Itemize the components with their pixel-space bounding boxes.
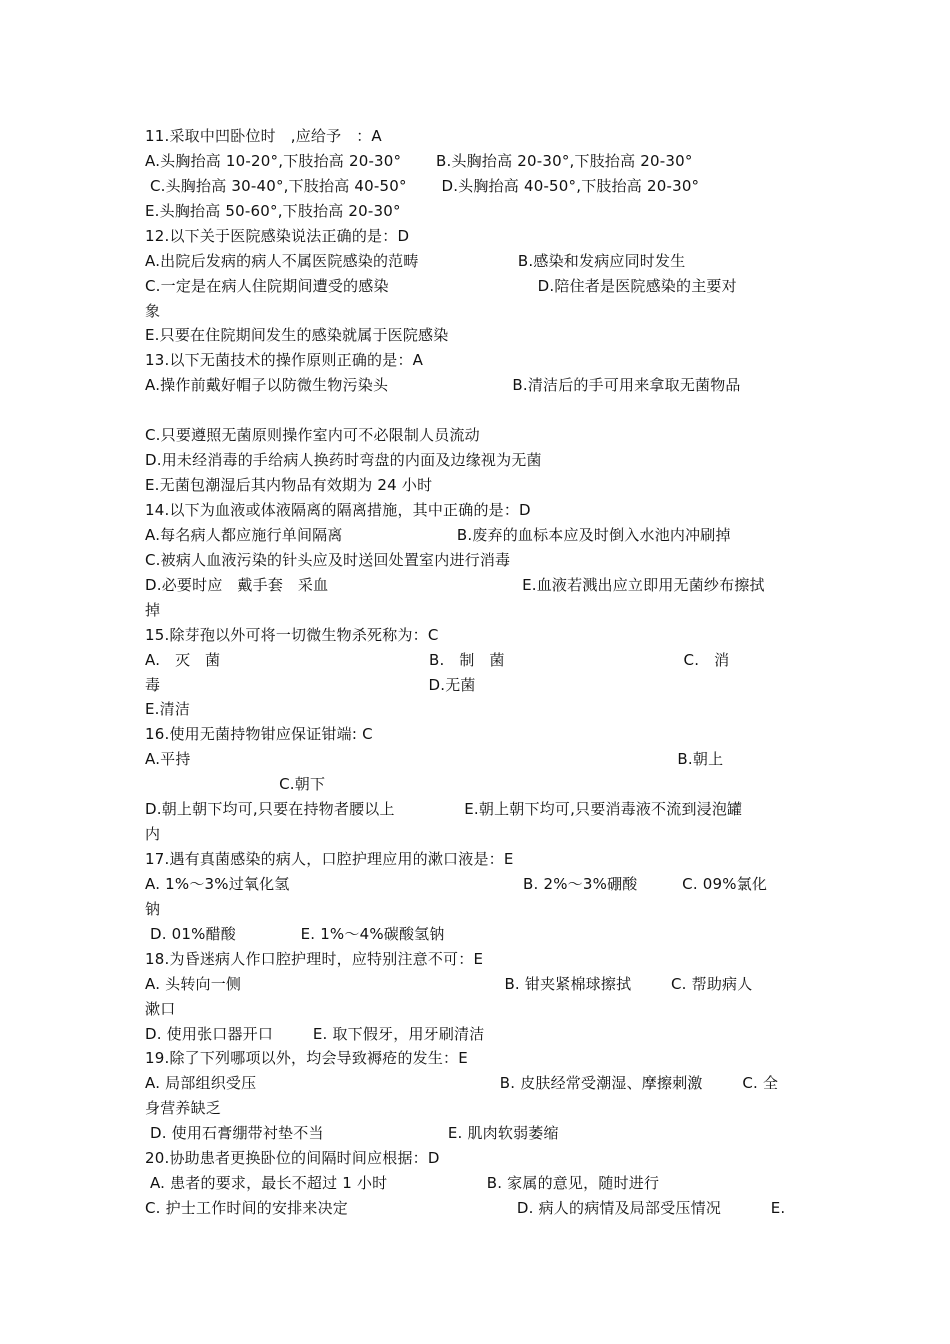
text-line: A. 1%～3%过氧化氢 B. 2%～3%硼酸 C. 09%氯化 bbox=[145, 874, 768, 893]
text-line: 钠 bbox=[145, 899, 161, 918]
text-line: A.平持 B.朝上 bbox=[145, 750, 724, 769]
text-line: A.头胸抬高 10-20°,下肢抬高 20-30° B.头胸抬高 20-30°,下肢抬高 20-30° bbox=[145, 151, 693, 170]
text-line: 11.采取中凹卧位时 ,应给予 ：A bbox=[145, 127, 382, 145]
text-line: A.操作前戴好帽子以防微生物污染头 B.清洁后的手可用来拿取无菌物品 bbox=[145, 376, 741, 395]
text-line: A. 头转向一侧 B. 钳夹紧棉球擦拭 C. 帮助病人 bbox=[145, 974, 753, 993]
text-line: 13.以下无菌技术的操作原则正确的是：A bbox=[145, 351, 424, 370]
text-line: 漱口 bbox=[145, 999, 176, 1018]
text-line: C.朝下 bbox=[145, 775, 326, 794]
text-line: A. 患者的要求，最长不超过 1 小时 B. 家属的意见，随时进行 bbox=[145, 1174, 660, 1193]
text-line: 18.为昏迷病人作口腔护理时，应特别注意不可：E bbox=[145, 949, 484, 968]
text-line: C. 护士工作时间的安排来决定 D. 病人的病情及局部受压情况 E. bbox=[145, 1199, 786, 1217]
text-line: 15.除芽孢以外可将一切微生物杀死称为：C bbox=[145, 625, 439, 644]
text-line: 毒 D.无菌 bbox=[145, 675, 476, 694]
text-line: A.出院后发病的病人不属医院感染的范畴 B.感染和发病应同时发生 bbox=[145, 251, 686, 270]
text-line: 掉 bbox=[145, 600, 161, 619]
text-line: D.朝上朝下均可,只要在持物者腰以上 E.朝上朝下均可,只要消毒液不流到浸泡罐 bbox=[145, 800, 743, 819]
text-line: 16.使用无菌持物钳应保证钳端: C bbox=[145, 725, 373, 744]
text-line: 身营养缺乏 bbox=[145, 1099, 222, 1118]
text-line: 19.除了下列哪项以外，均会导致褥疮的发生：E bbox=[145, 1049, 468, 1068]
text-line: A. 局部组织受压 B. 皮肤经常受潮湿、摩擦刺激 C. 全 bbox=[145, 1074, 779, 1093]
text-line: A. 灭 菌 B. 制 菌 C. 消 bbox=[145, 650, 730, 669]
text-line: D. 使用张口器开口 E. 取下假牙，用牙刷清洁 bbox=[145, 1024, 485, 1043]
text-line: 内 bbox=[145, 825, 161, 843]
text-line: 象 bbox=[145, 301, 161, 320]
text-line: 14.以下为血液或体液隔离的隔离措施，其中正确的是：D bbox=[145, 500, 531, 519]
text-line: E.清洁 bbox=[145, 700, 191, 719]
text-line: 17.遇有真菌感染的病人，口腔护理应用的漱口液是：E bbox=[145, 850, 514, 868]
text-line: C.头胸抬高 30-40°,下肢抬高 40-50° D.头胸抬高 40-50°,下肢抬高 20-30° bbox=[145, 176, 700, 195]
text-line: C.被病人血液污染的针头应及时送回处置室内进行消毒 bbox=[145, 550, 511, 569]
text-line: D.必要时应 戴手套 采血 E.血液若溅出应立即用无菌纱布擦拭 bbox=[145, 575, 765, 594]
text-line: C.只要遵照无菌原则操作室内可不必限制人员流动 bbox=[145, 426, 480, 445]
text-line: A.每名病人都应施行单间隔离 B.废弃的血标本应及时倒入水池内冲刷掉 bbox=[145, 525, 731, 544]
text-line: C.一定是在病人住院期间遭受的感染 D.陪住者是医院感染的主要对 bbox=[145, 276, 737, 295]
text-line: D. 01%醋酸 E. 1%～4%碳酸氢钠 bbox=[145, 924, 445, 943]
text-line: E.无菌包潮湿后其内物品有效期为 24 小时 bbox=[145, 476, 433, 494]
text-line: D. 使用石膏绷带衬垫不当 E. 肌肉软弱萎缩 bbox=[145, 1124, 559, 1143]
text-line: E.只要在住院期间发生的感染就属于医院感染 bbox=[145, 326, 449, 345]
text-line: E.头胸抬高 50-60°,下肢抬高 20-30° bbox=[145, 201, 401, 220]
text-line: D.用未经消毒的手给病人换药时弯盘的内面及边缘视为无菌 bbox=[145, 451, 542, 470]
text-line: 12.以下关于医院感染说法正确的是：D bbox=[145, 226, 410, 245]
text-line: 20.协助患者更换卧位的间隔时间应根据：D bbox=[145, 1149, 440, 1168]
